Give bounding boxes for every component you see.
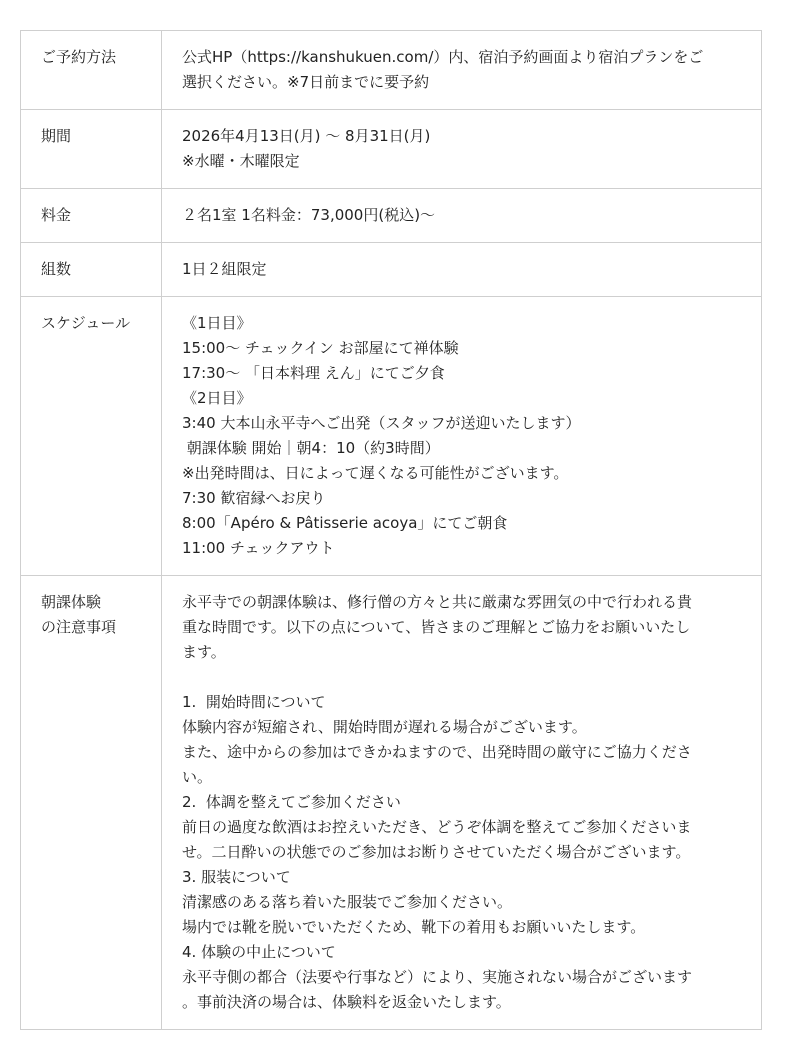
row-value-line: また、途中からの参加はできかねますので、出発時間の厳守にご協力くださ [182, 743, 692, 761]
row-value-line: 公式HP（https://kanshukuen.com/）内、宿泊予約画面より宿泊プランをご [182, 48, 704, 66]
row-label: 組数 [41, 260, 72, 278]
row-value-line: ます。 [182, 643, 226, 661]
row-value-line: 朝課体験 開始｜朝4：10（約3時間） [182, 439, 440, 457]
row-value-cell [162, 189, 762, 243]
row-value-line: 体験内容が短縮され、開始時間が遅れる場合がございます。 [182, 718, 587, 736]
row-value-line: 場内では靴を脱いでいただくため、靴下の着用もお願いいたします。 [182, 918, 646, 936]
row-label-cell [21, 189, 162, 243]
row-value-line: 。事前決済の場合は、体験料を返金いたします。 [182, 993, 511, 1011]
row-value-cell [162, 243, 762, 297]
table-body [21, 31, 762, 1030]
row-value-line: 2026年4月13日(月) 〜 8月31日(月) [182, 127, 431, 145]
row-value-line: 3:40 大本山永平寺へご出発（スタッフが送迎いたします） [182, 414, 581, 432]
table-row-morning-service-notes [21, 576, 762, 1030]
row-value-cell [162, 31, 762, 110]
row-value-line: 2. 体調を整えてご参加ください [182, 793, 401, 811]
row-label-cell [21, 243, 162, 297]
row-label-cell [21, 297, 162, 576]
row-label: ご予約方法 [41, 48, 117, 66]
row-value-line: 1日２組限定 [182, 260, 267, 278]
reservation-info-table [20, 30, 762, 1030]
row-value-line: 《2日目》 [182, 389, 252, 407]
row-value-cell [162, 110, 762, 189]
row-value-line: 17:30〜 「日本料理 えん」にてご夕食 [182, 364, 445, 382]
row-label: 朝課体験 [41, 593, 102, 611]
row-value-line: 《1日目》 [182, 314, 252, 332]
row-label: 料金 [41, 206, 72, 224]
row-value-line: 永平寺での朝課体験は、修行僧の方々と共に厳粛な雰囲気の中で行われる貴 [182, 593, 693, 611]
table-row-price [21, 189, 762, 243]
row-value-line: せ。二日酔いの状態でのご参加はお断りさせていただく場合がございます。 [182, 843, 691, 861]
table-row-reservation-method [21, 31, 762, 110]
row-label: 期間 [41, 127, 72, 145]
row-label-cell [21, 576, 162, 1030]
table-row-schedule [21, 297, 762, 576]
row-value-line: 4. 体験の中止について [182, 943, 336, 961]
row-value-line: 3. 服装について [182, 868, 291, 886]
row-value-line: 11:00 チェックアウト [182, 539, 335, 557]
row-value-line: 7:30 歓宿縁へお戻り [182, 489, 326, 507]
row-value-line: い。 [182, 768, 213, 786]
row-value-line: 清潔感のある落ち着いた服装でご参加ください。 [182, 893, 513, 911]
row-value-cell [162, 576, 762, 1030]
row-value-line: 永平寺側の都合（法要や行事など）により、実施されない場合がございます [182, 968, 693, 986]
row-value-cell [162, 297, 762, 576]
row-value-line: 1. 開始時間について [182, 693, 326, 711]
row-label: スケジュール [41, 314, 131, 332]
row-value-line: ２名1室 1名料金：73,000円(税込)〜 [182, 206, 436, 224]
row-value-line: 前日の過度な飲酒はお控えいただき、どうぞ体調を整えてご参加くださいま [182, 818, 692, 836]
row-label-cell [21, 31, 162, 110]
row-value-line: 8:00「Apéro & Pâtisserie acoya」にてご朝食 [182, 514, 508, 532]
row-label: の注意事項 [41, 618, 117, 636]
row-label-cell [21, 110, 162, 189]
row-value-line: ※出発時間は、日によって遅くなる可能性がございます。 [182, 464, 569, 482]
row-value-line: 15:00〜 チェックイン お部屋にて禅体験 [182, 339, 459, 357]
row-value-line: 重な時間です。以下の点について、皆さまのご理解とご協力をお願いいたし [182, 618, 691, 636]
row-value-line: 選択ください。※7日前までに要予約 [182, 73, 430, 91]
table-row-period [21, 110, 762, 189]
table-row-groups [21, 243, 762, 297]
row-value-line: ※水曜・木曜限定 [182, 152, 300, 170]
row-value-line [182, 665, 741, 690]
